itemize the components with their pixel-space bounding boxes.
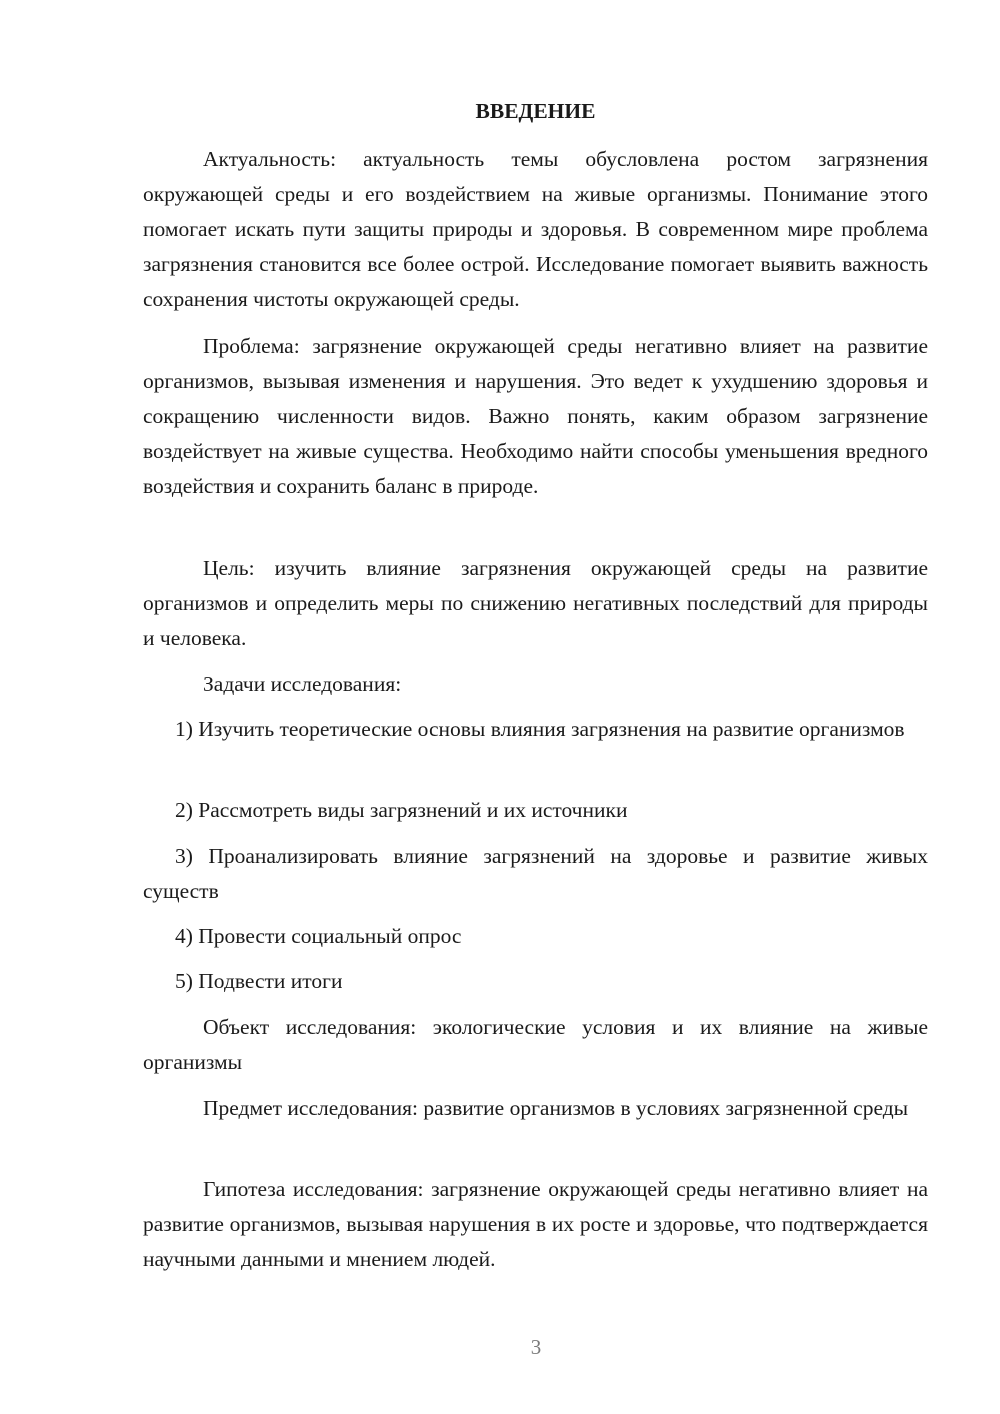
hypothesis-paragraph: Гипотеза исследования: загрязнение окружающей среды негативно влияет на развитие организмов, вызывая нарушения в их росте и здоровье, что подтверждается научными данными и мнением людей. [143, 1177, 928, 1271]
task-item-1-block [143, 712, 928, 747]
task-item-4: 4) Провести социальный опрос [175, 924, 462, 948]
subject-paragraph-block [143, 1091, 928, 1126]
object-paragraph-block [143, 1010, 928, 1080]
tasks-heading-block [143, 667, 928, 702]
task-item-2: 2) Рассмотреть виды загрязнений и их источники [175, 798, 628, 822]
task-item-1: 1) Изучить теоретические основы влияния загрязнения на развитие организмов [175, 717, 905, 741]
hypothesis-paragraph-block [143, 1172, 928, 1277]
task-item-2-block [143, 793, 928, 828]
task-item-3: 3) Проанализировать влияние загрязнений на здоровье и развитие живых существ [143, 844, 928, 903]
relevance-paragraph: Актуальность: актуальность темы обусловлена ростом загрязнения окружающей среды и его воздействием на живые организмы. Понимание этого помогает искать пути защиты природы и здоровья. В современном мире проблема загрязнения становится все более острой. Исследование помогает выявить важность сохранения чистоты окружающей среды. [143, 147, 928, 311]
task-item-3-block [143, 839, 928, 909]
problem-paragraph-block [143, 329, 928, 504]
task-item-4-block [143, 919, 928, 954]
goal-paragraph: Цель: изучить влияние загрязнения окружающей среды на развитие организмов и определить меры по снижению негативных последствий для природы и человека. [143, 556, 928, 650]
task-item-5-block [143, 964, 928, 999]
page-number: 3 [530, 1335, 542, 1359]
tasks-heading: Задачи исследования: [203, 672, 402, 696]
task-item-5: 5) Подвести итоги [175, 969, 343, 993]
page-title: ВВЕДЕНИЕ [475, 99, 596, 123]
object-paragraph: Объект исследования: экологические условия и их влияние на живые организмы [143, 1015, 928, 1074]
goal-paragraph-block [143, 551, 928, 656]
relevance-paragraph-block [143, 142, 928, 317]
subject-paragraph: Предмет исследования: развитие организмов в условиях загрязненной среды [203, 1096, 909, 1120]
problem-paragraph: Проблема: загрязнение окружающей среды негативно влияет на развитие организмов, вызывая изменения и нарушения. Это ведет к ухудшению здоровья и сокращению численности видов. Важно понять, каким образом загрязнение воздействует на живые существа. Необходимо найти способы уменьшения вредного воздействия и сохранить баланс в природе. [143, 334, 928, 498]
